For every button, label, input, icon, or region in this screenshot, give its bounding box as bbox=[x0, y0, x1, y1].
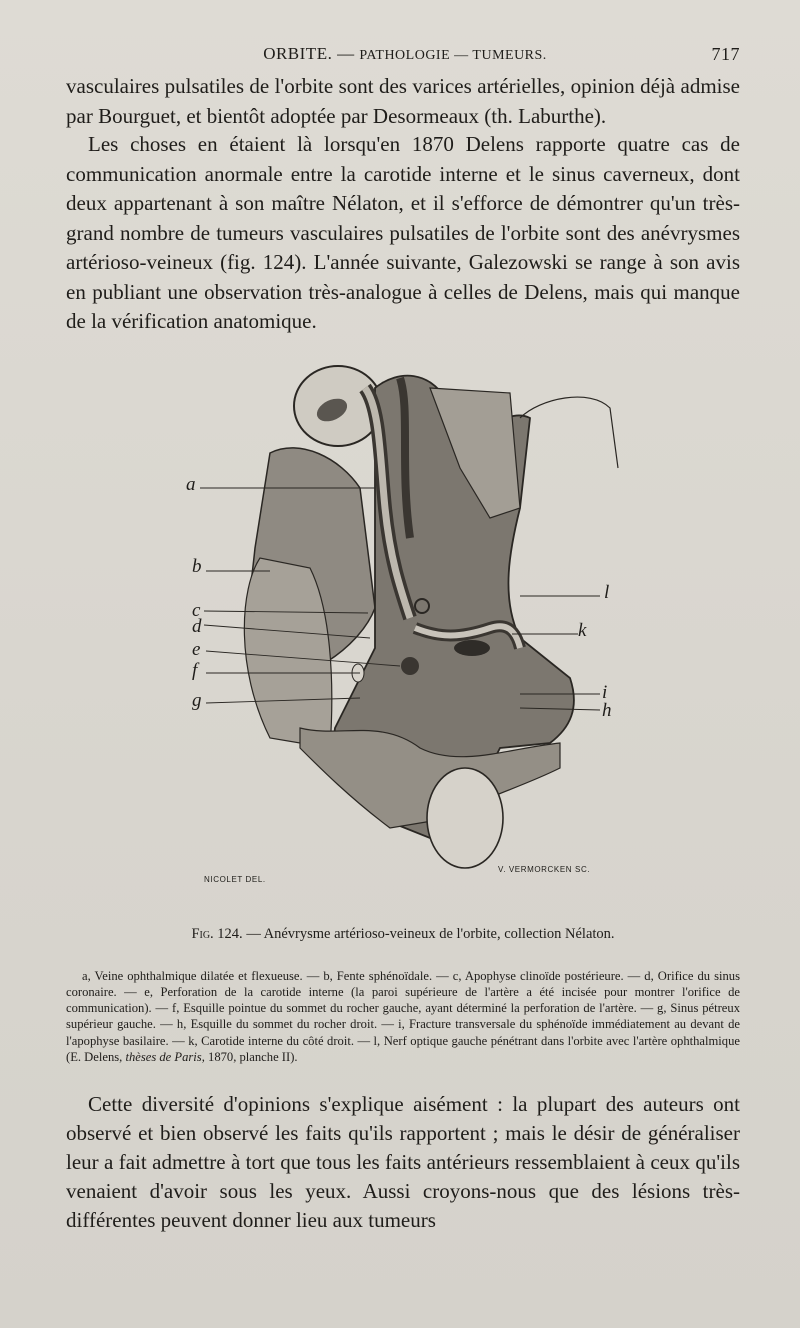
legend-italic: thèses de Paris bbox=[125, 1050, 202, 1065]
figure-number: Fig. 124. bbox=[191, 926, 243, 942]
figure-label-i: i bbox=[602, 682, 608, 703]
figure-label-d: d bbox=[192, 616, 202, 637]
engraving-illustration bbox=[160, 348, 660, 876]
figure-label-b: b bbox=[192, 556, 202, 577]
figure-label-k: k bbox=[578, 620, 587, 641]
figure-label-c: c bbox=[192, 600, 201, 621]
anatomical-figure bbox=[160, 348, 660, 884]
running-title-part3: — TUMEURS. bbox=[450, 48, 547, 63]
legend-text-2: , 1870, planche II). bbox=[201, 1050, 298, 1065]
figure-legend bbox=[66, 968, 740, 1066]
figure-label-g: g bbox=[192, 690, 202, 711]
figure-label-f: f bbox=[192, 660, 198, 681]
running-head bbox=[70, 44, 740, 70]
body-paragraph-1: vasculaires pulsatiles de l'orbite sont des varices artérielles, opinion déjà admise par Bourguet, et bientôt adoptée par Desormeaux (th. Laburthe). bbox=[66, 74, 740, 128]
figure-label-l: l bbox=[604, 582, 610, 603]
engraver-credit-right: V. VERMORCKEN SC. bbox=[498, 865, 591, 874]
body-paragraph-2: Les choses en étaient là lorsqu'en 1870 Delens rapporte quatre cas de communication anormale entre la carotide interne et le sinus caverneux, dont deux appartenant à son maître Nélaton, et il s'efforce de démontrer qu'un très-grand nombre de tumeurs vasculaires pulsatiles de l'orbite sont des anévrysmes artérioso-veineux (fig. 124). L'année suivante, Galezowski se range à son avis en publiant une observation très-analogue à celles de Delens, mais qui manque de la vérification anatomique. bbox=[66, 132, 740, 333]
figure-caption-text: — Anévrysme artérioso-veineux de l'orbite, collection Nélaton. bbox=[242, 926, 615, 942]
figure-label-e: e bbox=[192, 639, 201, 660]
engraver-credit-left: NICOLET DEL. bbox=[204, 875, 266, 884]
running-title-part2: PATHOLOGIE bbox=[359, 48, 451, 63]
page-number: 717 bbox=[711, 44, 740, 64]
figure-caption bbox=[66, 926, 740, 943]
legend-text-1: a, Veine ophthalmique dilatée et flexueuse. — b, Fente sphénoïdale. — c, Apophyse clinoïde postérieure. — d, Orifice du sinus coronaire. — e, Perforation de la carotide interne (la paroi supérieure de l'artère a été incisée pour montrer l'orifice de communication). — f, Esquille pointue du sommet du rocher gauche, ayant déterminé la perforation de l'artère. — g, Sinus pétreux supérieur gauche. — h, Esquille du sommet du rocher droit. — i, Fracture transversale du sphénoïde immédiatement au devant de l'apophyse basilaire. — k, Carotide interne du côté droit. — l, Nerf optique gauche pénétrant dans l'orbite avec l'artère ophthalmique (E. Delens, bbox=[66, 968, 740, 1065]
running-title bbox=[70, 44, 740, 64]
body-paragraph-3: Cette diversité d'opinions s'explique aisément : la plupart des auteurs ont observé et bien observé les faits qu'ils rapportent ; mais le désir de généraliser leur a fait admettre à tort que tous les faits antérieurs ressemblaient à ceux qu'ils venaient d'avoir sous les yeux. Aussi croyons-nous que des lésions très-différentes peuvent donner lieu aux tumeurs bbox=[66, 1092, 740, 1232]
running-title-part1: ORBITE. — bbox=[263, 44, 360, 63]
figure-label-h: h bbox=[602, 700, 612, 721]
figure-label-a: a bbox=[186, 474, 196, 495]
